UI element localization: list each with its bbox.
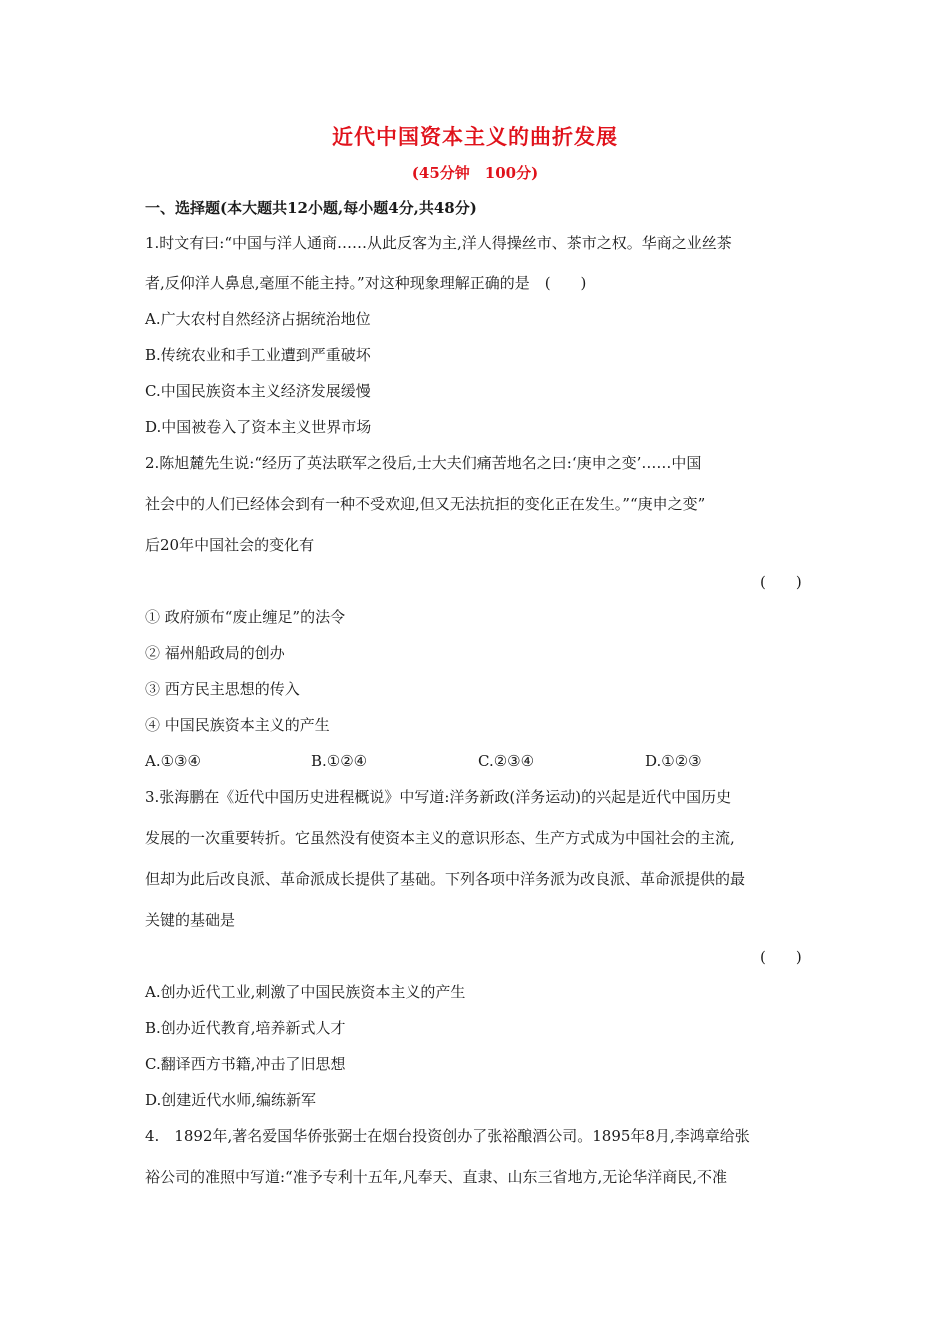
q1-option-b: B.传统农业和手工业遭到严重破坏	[145, 346, 371, 364]
q1-stem-line1: 1.时文有曰:“中国与洋人通商……从此反客为主,洋人得操丝市、茶市之权。华商之业丝茶	[145, 234, 732, 252]
q4-stem-line1: 4. 1892年,著名爱国华侨张弼士在烟台投资创办了张裕酿酒公司。1895年8月,李鸿章给张	[145, 1127, 750, 1145]
q1-stem-line2: 者,反仰洋人鼻息,毫厘不能主持。”对这种现象理解正确的是 ( )	[145, 274, 587, 292]
q3-option-c: C.翻译西方书籍,冲击了旧思想	[145, 1055, 346, 1073]
q2-item-3: ③ 西方民主思想的传入	[145, 680, 300, 698]
q4-stem-line2: 裕公司的准照中写道:“准予专利十五年,凡奉天、直隶、山东三省地方,无论华洋商民,不准	[145, 1168, 728, 1186]
q1-option-a: A.广大农村自然经济占据统治地位	[145, 310, 371, 328]
q3-stem-line2: 发展的一次重要转折。它虽然没有使资本主义的意识形态、生产方式成为中国社会的主流,	[145, 829, 735, 847]
document-title: 近代中国资本主义的曲折发展	[332, 124, 618, 149]
q2-stem-line3: 后20年中国社会的变化有	[145, 536, 315, 554]
q2-stem-line2: 社会中的人们已经体会到有一种不受欢迎,但又无法抗拒的变化正在发生。”“庚申之变”	[145, 495, 706, 513]
q2-item-4: ④ 中国民族资本主义的产生	[145, 716, 330, 734]
q2-option-d: D.①②③	[645, 752, 702, 770]
q3-option-d: D.创建近代水师,编练新军	[145, 1091, 317, 1109]
q2-answer-blank: ( )	[760, 573, 802, 591]
q1-option-d: D.中国被卷入了资本主义世界市场	[145, 418, 372, 436]
q3-option-a: A.创办近代工业,刺激了中国民族资本主义的产生	[145, 983, 466, 1001]
q1-option-c: C.中国民族资本主义经济发展缓慢	[145, 382, 371, 400]
q2-stem-line1: 2.陈旭麓先生说:“经历了英法联军之役后,士大夫们痛苦地名之曰:‘庚申之变’……中国	[145, 454, 702, 472]
q2-option-a: A.①③④	[145, 752, 201, 770]
q2-option-c: C.②③④	[478, 752, 535, 770]
q2-option-b: B.①②④	[311, 752, 368, 770]
q3-stem-line1: 3.张海鹏在《近代中国历史进程概说》中写道:洋务新政(洋务运动)的兴起是近代中国历史	[145, 788, 732, 806]
q2-item-2: ② 福州船政局的创办	[145, 644, 285, 662]
q3-option-b: B.创办近代教育,培养新式人才	[145, 1019, 346, 1037]
q3-answer-blank: ( )	[760, 948, 802, 966]
q3-stem-line3: 但却为此后改良派、革命派成长提供了基础。下列各项中洋务派为改良派、革命派提供的最	[145, 870, 746, 888]
document-subtitle: (45分钟 100分)	[411, 164, 539, 182]
q3-stem-line4: 关键的基础是	[145, 911, 236, 929]
section-heading: 一、选择题(本大题共12小题,每小题4分,共48分)	[145, 199, 477, 217]
q2-item-1: ① 政府颁布“废止缠足”的法令	[145, 608, 346, 626]
